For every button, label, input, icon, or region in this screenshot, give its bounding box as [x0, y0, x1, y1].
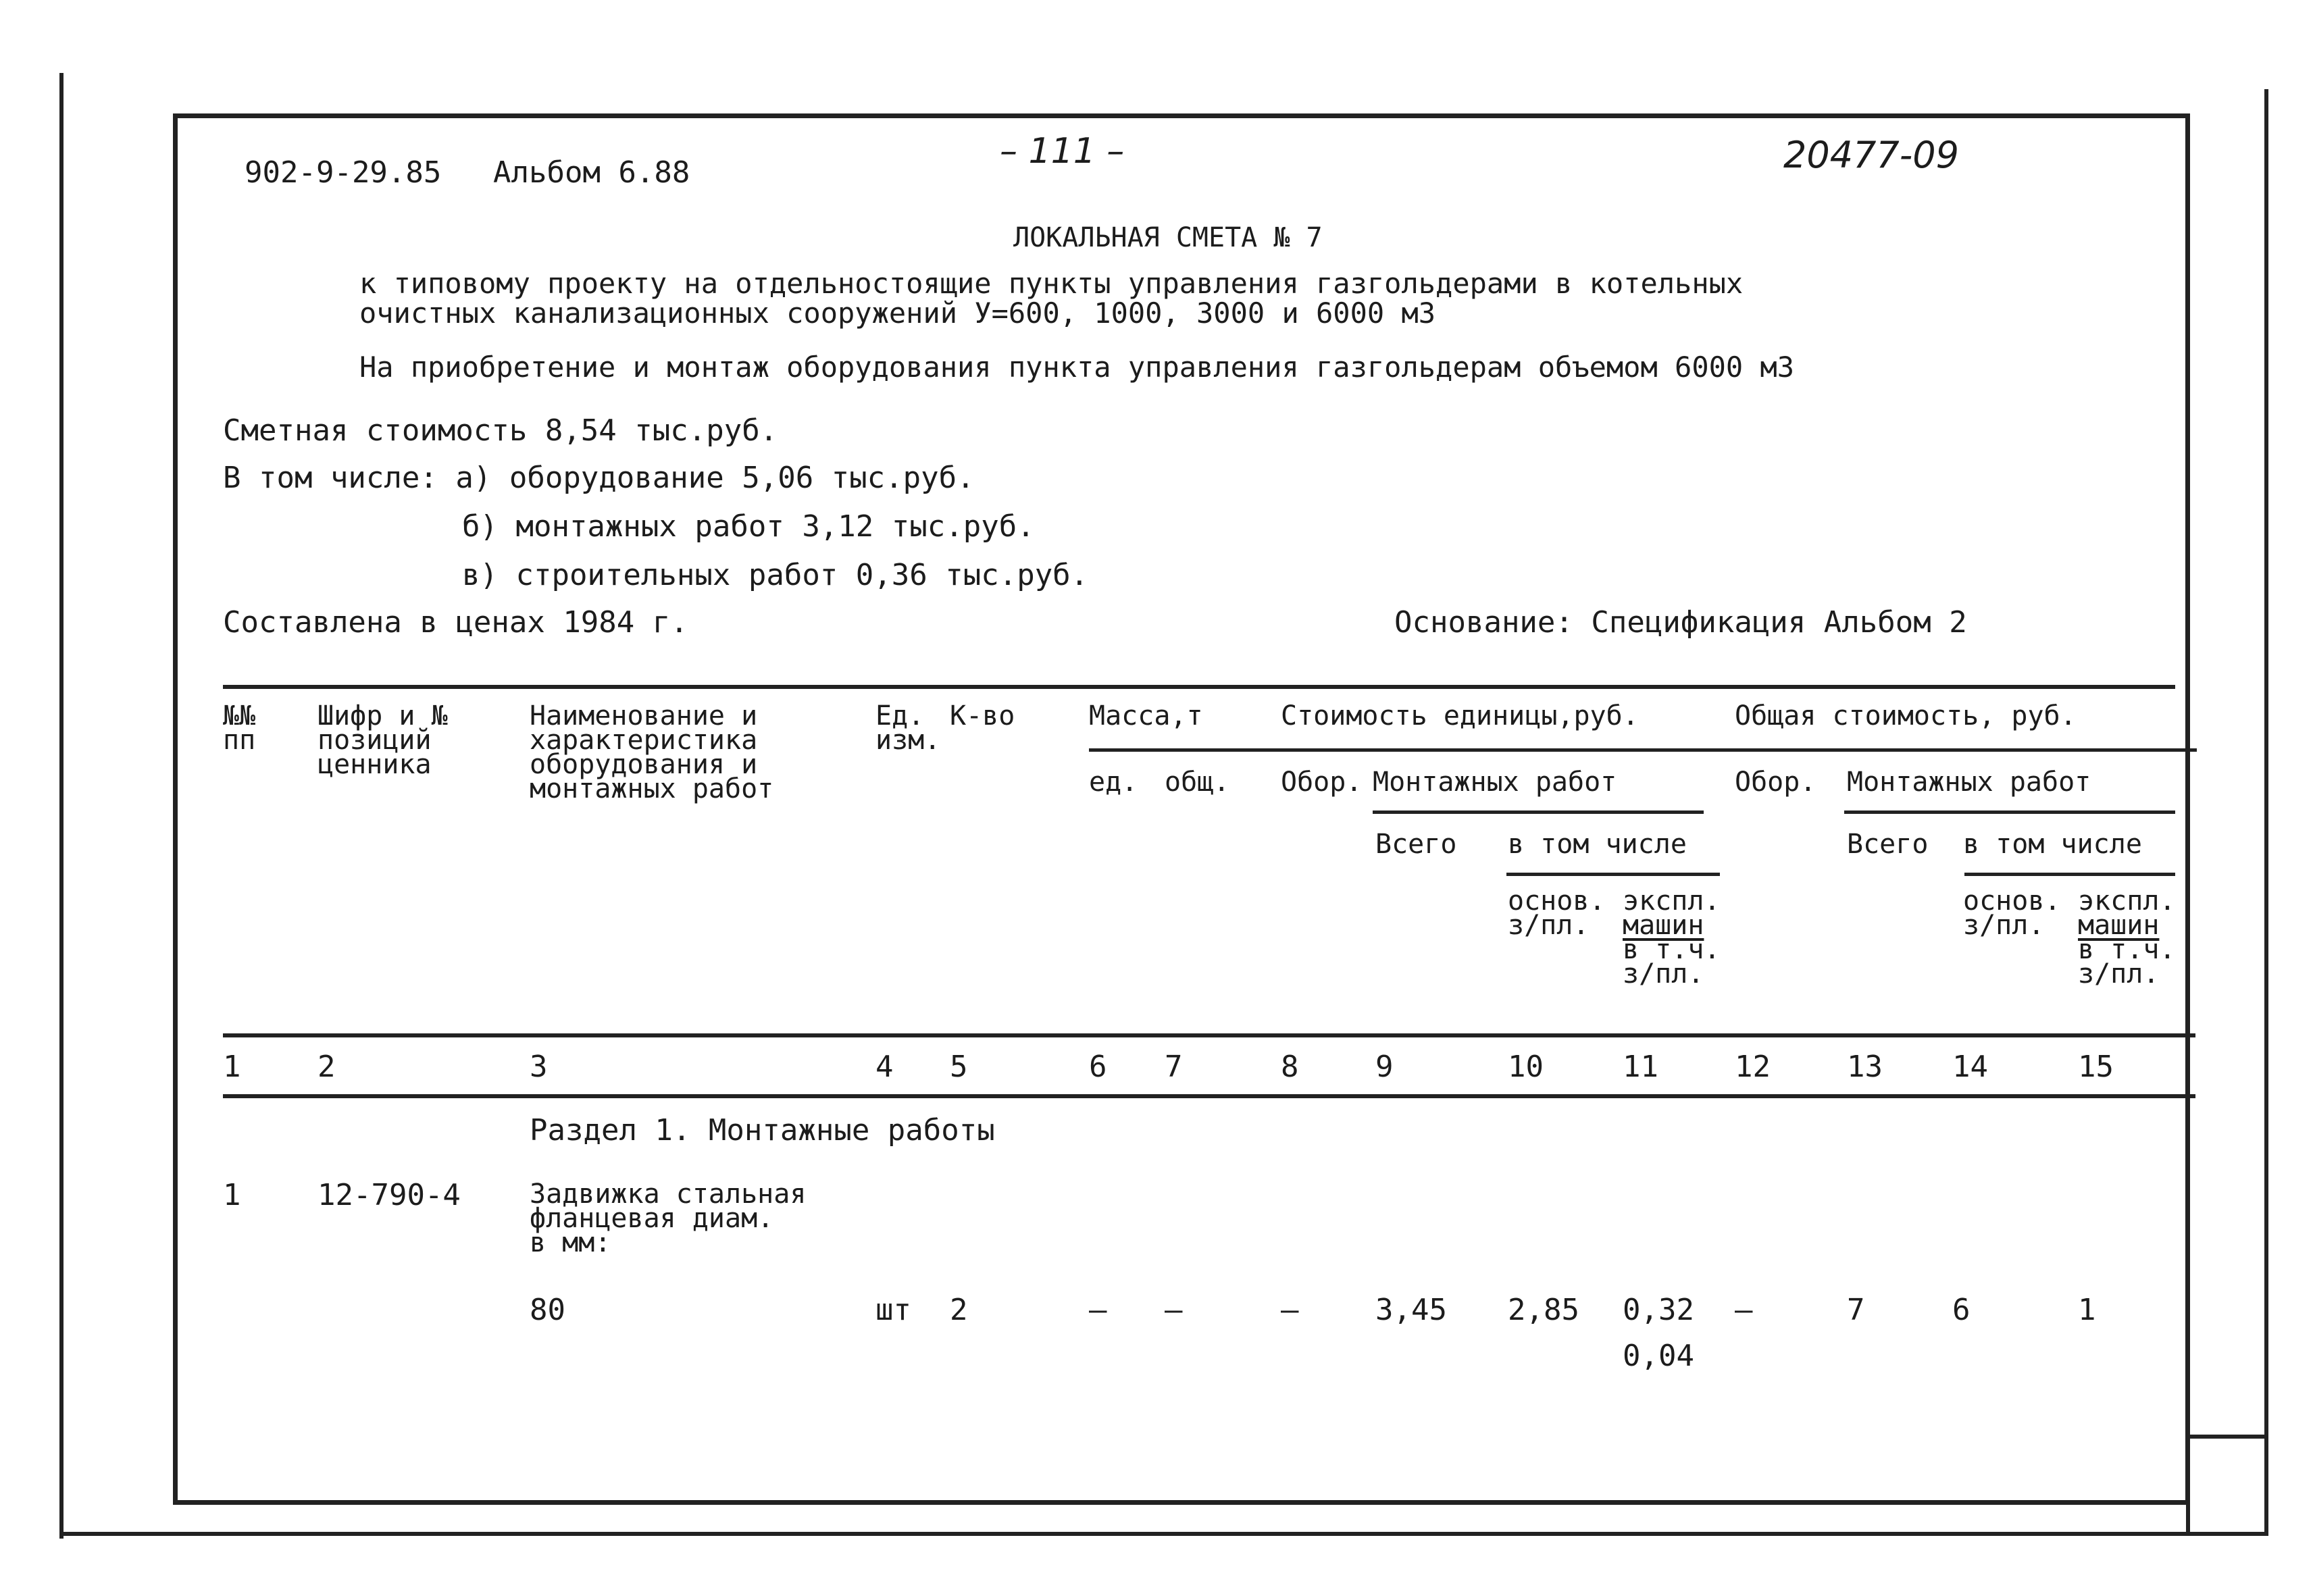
row-num: 1 [223, 1178, 241, 1212]
row-code: 12-790-4 [317, 1178, 461, 1212]
header-machines: экспл. машин в т.ч. з/пл. [1623, 885, 1721, 989]
col-number: 10 [1508, 1050, 1544, 1084]
header-incl2: в том числе [1963, 829, 2142, 860]
basis-text: Основание: Спецификация Альбом 2 [1394, 605, 1967, 640]
header-unit-cost: Стоимость единицы,руб. [1281, 700, 1639, 731]
album-label: Альбом 6.88 [493, 155, 690, 190]
header-name: Наименование и характеристика оборудования и монтажных работ [530, 700, 774, 804]
row-machines2: 1 [2078, 1293, 2096, 1327]
header-code: Шифр и № позиций ценника [317, 700, 448, 780]
col-number: 2 [317, 1050, 336, 1084]
incl-construction: в) строительных работ 0,36 тыс.руб. [462, 558, 1089, 592]
prices-year: Составлена в ценах 1984 г. [223, 605, 688, 640]
header-num: №№ пп [223, 700, 256, 756]
page-title: ЛОКАЛЬНАЯ СМЕТА № 7 [1013, 222, 1323, 253]
incl-equipment: В том числе: а) оборудование 5,06 тыс.руб. [223, 461, 975, 495]
row-machines: 0,32 [1623, 1293, 1694, 1327]
row-total2: 7 [1847, 1293, 1865, 1327]
row-install-total: 3,45 [1375, 1293, 1447, 1327]
col-number: 4 [875, 1050, 894, 1084]
row-name: Задвижка стальная фланцевая диам. в мм: [530, 1179, 807, 1258]
stamp-divider [2186, 1459, 2190, 1533]
col-number: 8 [1281, 1050, 1299, 1084]
page-number: – 111 – [1000, 131, 1125, 172]
subtitle-line-1: к типовому проекту на отдельностоящие пункты управления газгольдерами в котельных [359, 267, 1744, 300]
header-total-all2: Всего [1847, 829, 1929, 860]
header-line-install1 [1373, 810, 1704, 814]
header-line-install2 [1844, 810, 2175, 814]
col-number: 3 [530, 1050, 548, 1084]
section-title: Раздел 1. Монтажные работы [530, 1113, 995, 1148]
doc-number: 20477-09 [1783, 134, 1959, 176]
header-equip: Обор. [1281, 767, 1363, 798]
header-qty: К-во [950, 700, 1015, 731]
row-size: 80 [530, 1293, 565, 1327]
outer-frame-right [2264, 89, 2268, 1536]
header-unit: Ед. изм. [875, 700, 941, 756]
table-top-line [223, 685, 2175, 689]
row-basic2: 6 [1952, 1293, 1971, 1327]
header-basic: основ. з/пл. [1508, 885, 1606, 941]
row-basic: 2,85 [1508, 1293, 1579, 1327]
row-qty: 2 [950, 1293, 968, 1327]
row-machines-wage: 0,04 [1623, 1339, 1694, 1373]
col-number: 14 [1952, 1050, 1988, 1084]
header-install: Монтажных работ [1373, 767, 1617, 798]
header-line-incl2 [1964, 873, 2175, 876]
purpose-text: На приобретение и монтаж оборудования пункта управления газгольдерам объемом 6000 м3 [359, 351, 1795, 384]
header-machines2: экспл. машин в т.ч. з/пл. [2078, 885, 2176, 989]
subtitle-line-2: очистных канализационных сооружений У=600, 1000, 3000 и 6000 м3 [359, 297, 1436, 330]
col-number: 11 [1623, 1050, 1658, 1084]
col-number: 6 [1089, 1050, 1107, 1084]
header-equip2: Обор. [1735, 767, 1816, 798]
table-header-bottom-line [223, 1033, 2195, 1037]
col-number: 5 [950, 1050, 968, 1084]
header-total-cost: Общая стоимость, руб. [1735, 700, 2077, 731]
doc-code: 902-9-29.85 [245, 155, 442, 190]
incl-install: б) монтажных работ 3,12 тыс.руб. [462, 509, 1035, 544]
col-number: 1 [223, 1050, 241, 1084]
header-install2: Монтажных работ [1847, 767, 2091, 798]
outer-frame-left [59, 73, 63, 1539]
outer-frame-bottom [59, 1532, 2268, 1536]
col-number: 7 [1165, 1050, 1183, 1084]
header-mass-unit: ед. [1089, 767, 1138, 798]
header-line-mass [1089, 748, 2197, 752]
header-line-incl1 [1506, 873, 1720, 876]
row-equip: – [1281, 1293, 1299, 1327]
row-mass-total: – [1165, 1293, 1183, 1327]
header-basic2: основ. з/пл. [1963, 885, 2061, 941]
total-cost: Сметная стоимость 8,54 тыс.руб. [223, 413, 778, 448]
col-number: 13 [1847, 1050, 1883, 1084]
header-mass-total: общ. [1165, 767, 1230, 798]
col-number: 9 [1375, 1050, 1394, 1084]
row-mass-unit: – [1089, 1293, 1107, 1327]
col-number: 15 [2078, 1050, 2114, 1084]
header-mass: Масса,т [1089, 700, 1203, 731]
col-number: 12 [1735, 1050, 1771, 1084]
row-equip2: – [1735, 1293, 1753, 1327]
row-unit: шт [875, 1293, 911, 1327]
header-incl: в том числе [1508, 829, 1687, 860]
header-total-all: Всего [1375, 829, 1457, 860]
column-numbers-line [223, 1094, 2195, 1098]
stamp-box-top [2186, 1435, 2268, 1439]
